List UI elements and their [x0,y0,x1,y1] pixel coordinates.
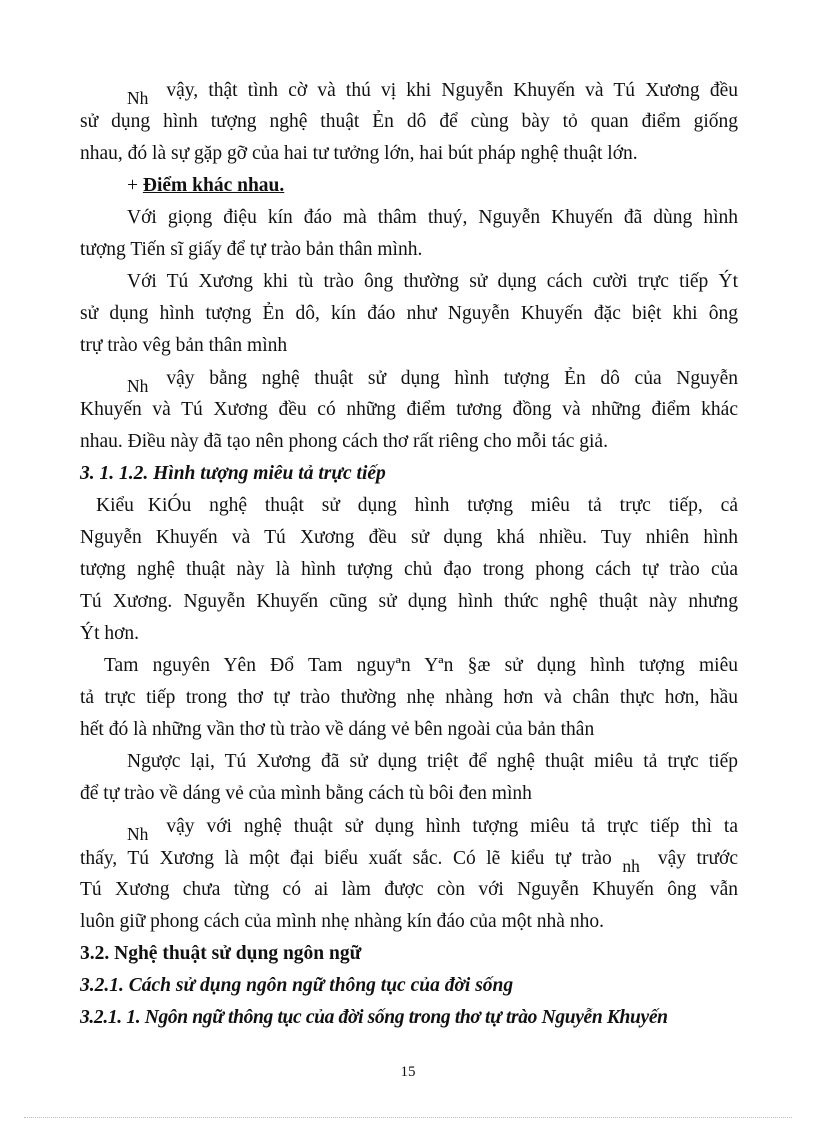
body-line: hết đó là những vần thơ tù trào về dáng vẻ bên ngoài của bản thân [80,719,595,740]
section-heading: 3.2.1. 1. Ngôn ngữ thông tục của đời sống trong thơ tự trào Nguyễn Khuyến [80,1007,668,1028]
body-line: sử dụng hình tượng Ẻn dô, kín đáo như Nguyễn Khuyến đặc biệt khi ông [80,303,738,324]
body-line: Nh vậy, thật tình cờ và thú vị khi Nguyễn Khuyến và Tú Xương đều [127,80,738,108]
ocr-fragment: nh [622,856,640,876]
heading-text: Điểm khác nhau. [142,175,285,196]
body-line: nhau, đó là sự gặp gỡ của hai tư tưởng lớn, hai bút pháp nghệ thuật lớn. [80,143,638,164]
body-line: Ýt hơn. [80,623,140,644]
body-line: tượng nghệ thuật này là hình tượng chủ đạo trong phong cách tự trào của [80,559,738,580]
body-line: Tam nguyên Yên Đổ Tam nguyªn Yªn §æ sử dụng hình tượng miêu [104,655,738,676]
body-line: tả trực tiếp trong thơ tự trào thường nhẹ nhàng hơn và chân thực hơn, hầu [80,687,738,708]
body-line: trự trào vêg bản thân mình [80,335,288,356]
body-line: thấy, Tú Xương là một đại biểu xuất sắc. Có lẽ kiểu tự trào nh vậy trước [80,848,739,876]
body-line: tượng Tiến sĩ giấy để tự trào bản thân mình. [80,239,423,260]
page-bottom-divider [24,1117,792,1118]
section-heading: 3.2.1. Cách sử dụng ngôn ngữ thông tục của đời sống [80,975,514,996]
ocr-fragment: Tam nguyên Yên Đổ [104,655,294,676]
ocr-fragment: Nh [127,824,149,844]
section-heading: 3. 1. 1.2. Hình tượng miêu tả trực tiếp [80,463,386,484]
body-line: Ngược lại, Tú Xương đã sử dụng triệt để nghệ thuật miêu tả trực tiếp [127,751,738,772]
body-line: Nguyễn Khuyến và Tú Xương đều sử dụng khá nhiều. Tuy nhiên hình [80,527,738,548]
body-line: luôn giữ phong cách của mình nhẹ nhàng kín đáo của một nhà nho. [80,911,604,932]
body-line: để tự trào về dáng vẻ của mình bằng cách tù bôi đen mình [80,783,532,804]
body-line: Tú Xương chưa từng có ai làm được còn với Nguyễn Khuyến ông vẫn [80,879,738,900]
body-line: Với giọng điệu kín đáo mà thâm thuý, Nguyễn Khuyến đã dùng hình [127,207,738,228]
page-number: 15 [400,1064,416,1080]
body-line: Với Tú Xương khi tù trào ông thường sử dụng cách cười trực tiếp Ýt [127,271,738,292]
body-line: sử dụng hình tượng nghệ thuật Ẻn dô để cùng bày tỏ quan điểm giống [80,111,738,132]
body-line: Nh vậy với nghệ thuật sử dụng hình tượng miêu tả trực tiếp thì ta [127,816,738,844]
body-line: Tú Xương. Nguyễn Khuyến cũng sử dụng hình thức nghệ thuật này nhưng [80,591,738,612]
ocr-fragment: Kiểu [96,495,134,516]
section-heading: + Điểm khác nhau. [127,175,285,196]
body-line: Khuyến và Tú Xương đều có những điểm tương đồng và những điểm khác [80,399,738,420]
ocr-fragment: Nh [127,376,149,396]
section-heading: 3.2. Nghệ thuật sử dụng ngôn ngữ [80,943,362,964]
body-line: Nh vậy bằng nghệ thuật sử dụng hình tượng Ẻn dô của Nguyễn [127,368,738,396]
ocr-fragment: Nh [127,88,149,108]
body-line: nhau. Điều này đã tạo nên phong cách thơ rất riêng cho mỗi tác giả. [80,431,608,452]
body-line: Kiểu KiÓu nghệ thuật sử dụng hình tượng miêu tả trực tiếp, cả [96,495,738,516]
